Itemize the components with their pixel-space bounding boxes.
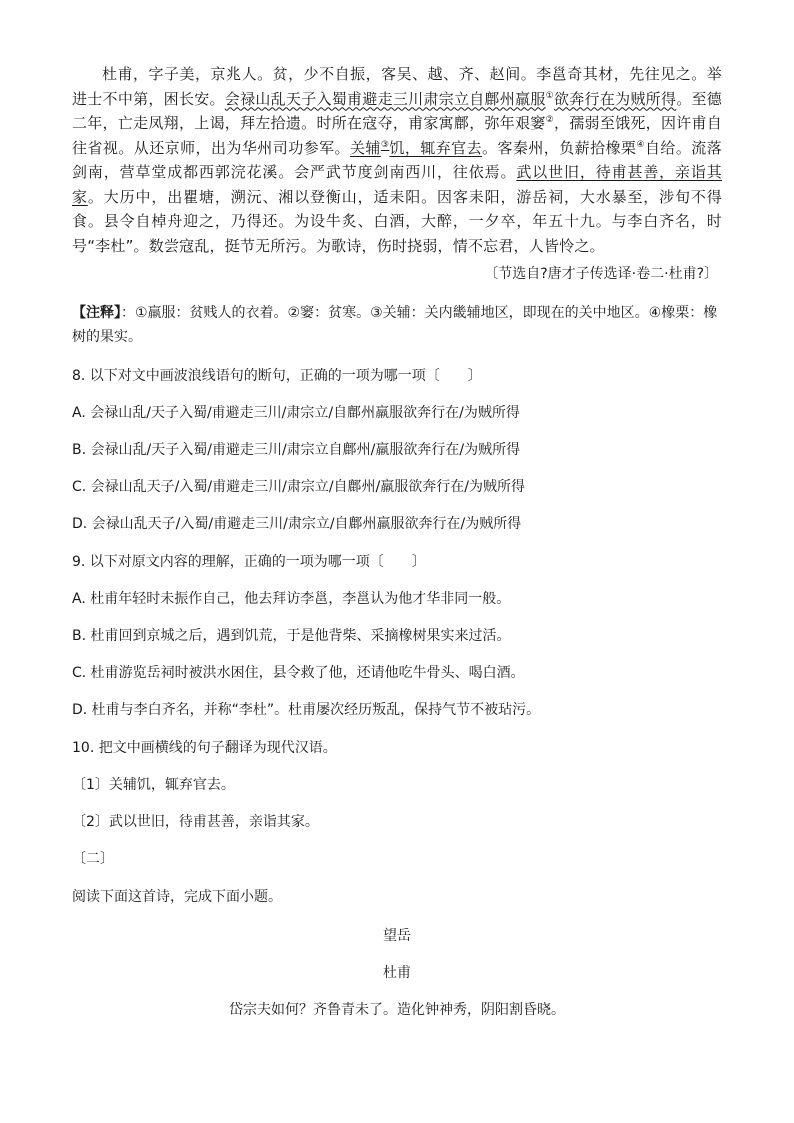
poem-line-1: 岱宗夫如何？齐鲁青未了。造化钟神秀，阴阳割昏晓。	[229, 1002, 565, 1018]
underlined-sentence-1-end: 饥，辄弃官去	[389, 138, 483, 157]
question-8-option-b: B. 会禄山乱/天子入蜀/甫避走三川/肃宗立自鄜州/羸服欲奔行在/为贼所得	[72, 442, 521, 458]
wavy-underlined-sentence: 会禄山乱天子入蜀甫避走三川肃宗立自鄜州羸服	[224, 89, 546, 108]
source-citation: 〔节选自?唐才子传选译·卷二·杜甫?〕	[484, 266, 718, 282]
poem-title: 望岳	[383, 928, 411, 944]
question-9-option-b: B. 杜甫回到京城之后，遇到饥荒，于是他背柴、采摘橡树果实来过活。	[72, 628, 511, 644]
footnote-marker: ②	[545, 115, 554, 125]
section-2-instruction: 阅读下面这首诗，完成下面小题。	[72, 889, 282, 905]
question-10-item-1: 〔1〕关辅饥，辄弃官去。	[72, 777, 235, 793]
question-9-option-c: C. 杜甫游览岳祠时被洪水困住，县令救了他，还请他吃牛骨头、喝白酒。	[72, 665, 525, 681]
question-10-item-2: 〔2〕武以世旧，待甫甚善，亲诣其家。	[72, 814, 319, 830]
question-9-option-d: D. 杜甫与李白齐名，并称“李杜”。杜甫屡次经历叛乱，保持气节不被玷污。	[72, 702, 541, 718]
question-8-option-a: A. 会禄山乱/天子入蜀/甫避走三川/肃宗立/自鄜州羸服欲奔行在/为贼所得	[72, 405, 520, 421]
question-9-stem: 9. 以下对原文内容的理解，正确的一项为哪一项〔 〕	[72, 554, 426, 570]
question-9-option-a: A. 杜甫年轻时未振作自己，他去拜访李邕，李邕认为他才华非同一般。	[72, 591, 511, 607]
footnote-marker: ④	[636, 139, 645, 150]
notes-text: ：①羸服：贫贱人的衣着。②窭：贫寒。③关辅：关内畿辅地区，即现在的关中地区。④橡栗：橡树的果实。	[72, 305, 718, 345]
footnote-marker: ①	[545, 90, 554, 101]
underlined-sentence-1: 关辅	[349, 138, 381, 157]
footnote-marker: ③	[380, 139, 390, 150]
poem-author: 杜甫	[383, 965, 411, 981]
passage-text: 自给。流落剑南，营草堂成都西郭浣花溪。会严武节度剑南西川，往依焉。	[72, 138, 722, 181]
section-2-heading: 〔二〕	[72, 851, 114, 867]
question-10-stem: 10. 把文中画横线的句子翻译为现代汉语。	[72, 740, 337, 756]
question-8-option-c: C. 会禄山乱天子/入蜀/甫避走三川/肃宗立/自鄜州/羸服欲奔行在/为贼所得	[72, 479, 525, 495]
wavy-underlined-sentence-end: 欲奔行在为贼所得	[554, 89, 677, 108]
passage-text: ，孺弱至饿死，因许甫自往省视。从还京师，出为华州司功参军。	[72, 114, 722, 157]
passage-text: 。至德二年，亡走凤翔，上谒，拜左拾遗。时所在寇夺，甫家寓鄜，弥年艰窭	[72, 89, 722, 132]
underlined-sentence-2: 武以世旧，待甫甚善，亲诣其家	[72, 163, 722, 206]
passage-text: 。大历中，出瞿塘，溯沅、湘以登衡山，适耒阳。因客耒阳，游岳祠，大水暴至，涉旬不得食。县令自棹舟迎之，乃得还。为设牛炙、白酒，大醉，一夕卒，年五十九。与李白齐名，时号“李杜”。数尝寇乱，挺节无所污。为歌诗，伤时挠弱，情不忘君，人皆怜之。	[72, 187, 722, 255]
question-8-stem: 8. 以下对文中画波浪线语句的断句，正确的一项为哪一项〔 〕	[72, 368, 482, 384]
notes-label: 【注释】	[72, 305, 121, 321]
passage-text: 。客秦州，负薪拾橡栗	[482, 138, 637, 157]
annotation-notes	[72, 301, 722, 349]
classical-passage	[72, 62, 722, 258]
passage-text: 杜甫，字子美，京兆人。贫，少不自振，客吴、越、齐、赵间。李邕奇其材，先往见之。举进士不中第，困长安。	[72, 65, 722, 108]
question-8-option-d: D. 会禄山乱天子/入蜀/甫避走三川/肃宗立/自鄜州羸服欲奔行在/为贼所得	[72, 516, 522, 532]
